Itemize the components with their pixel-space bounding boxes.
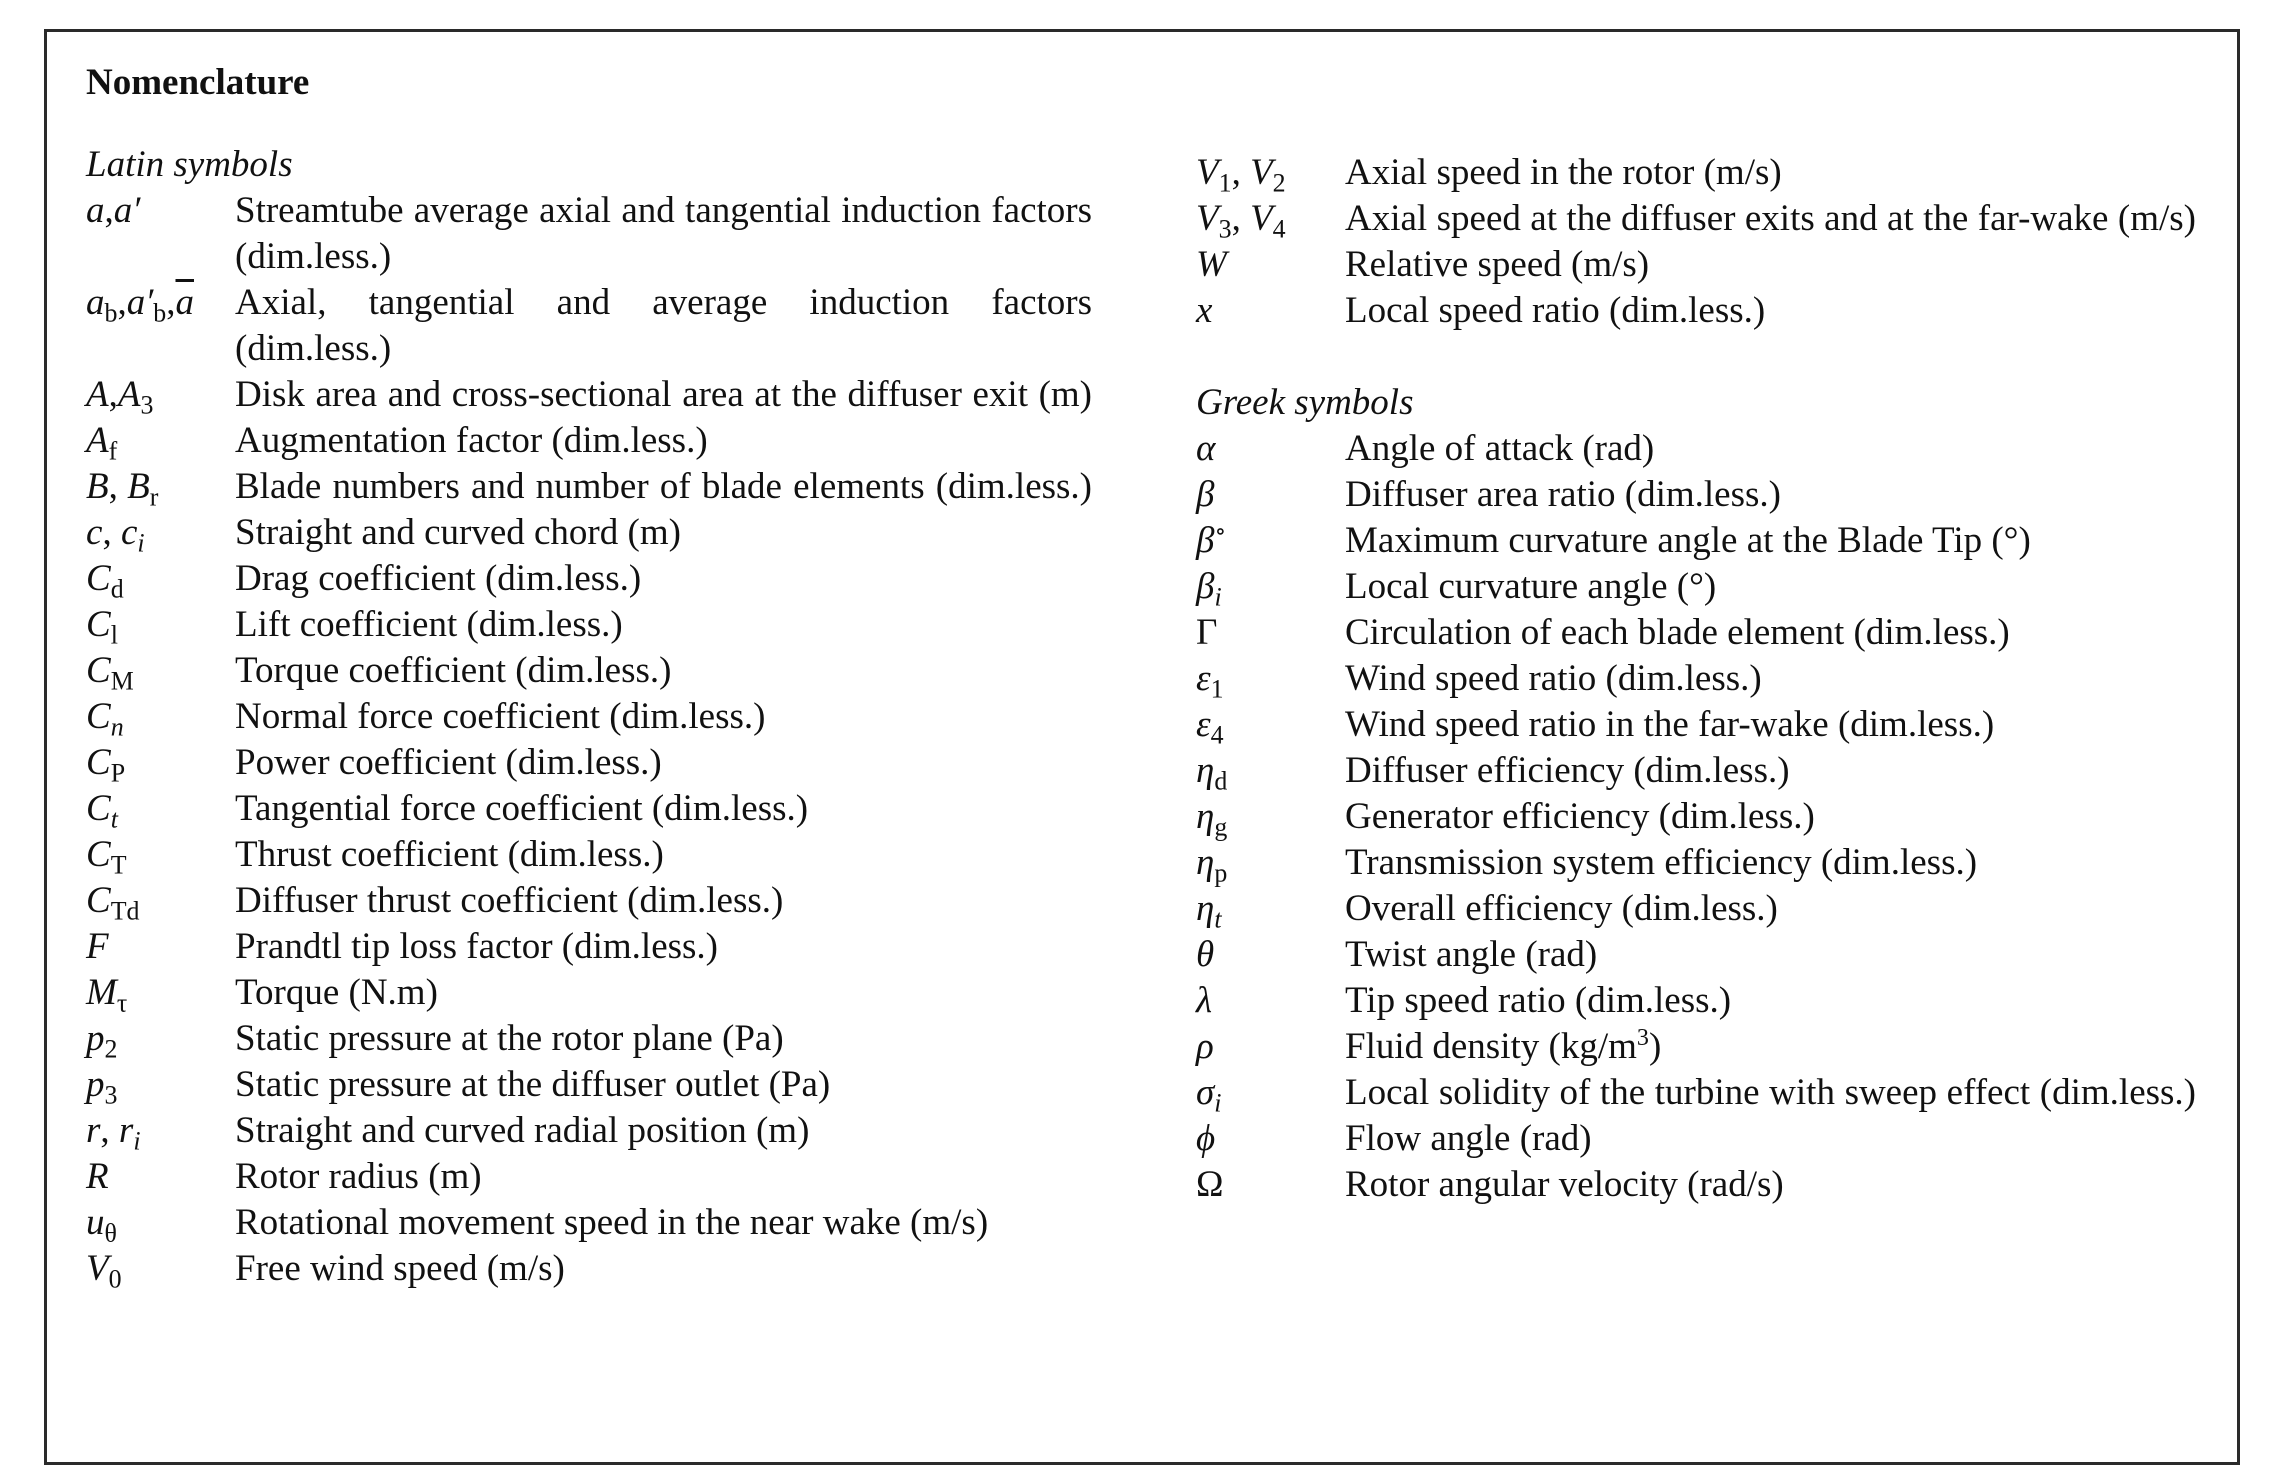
entry-rho [1196,1024,2196,1070]
entry-utheta [86,1200,1092,1246]
description: Local speed ratio (dim.less.) [1345,290,1766,331]
description: Torque coefficient (dim.less.) [235,650,672,691]
symbol: α [1196,428,1216,469]
latin-heading: Latin symbols [86,144,293,185]
description: Wind speed ratio in the far-wake (dim.less.) [1345,704,1995,745]
symbol: x [1196,290,1213,331]
symbol: $V_0$ [86,1248,122,1294]
description: Straight and curved chord (m) [235,512,681,553]
symbol: Γ [1196,612,1218,653]
description: Fluid density $(kg/m^3)$ [1345,1024,1662,1067]
entry-Omega [1196,1162,2196,1208]
description: Tip speed ratio (dim.less.) [1345,980,1732,1021]
entry-alpha [1196,426,2196,472]
description: Free wind speed (m/s) [235,1248,565,1289]
symbol: $a_b,a'_b,\overline{a}$ [86,282,194,328]
entry-V3-V4 [1196,196,2196,242]
right-column [1196,150,2196,1208]
entry-ab [86,280,1092,372]
entry-x [1196,288,2196,334]
description: Rotor radius (m) [235,1156,482,1197]
entry-V1-V2 [1196,150,2196,196]
symbol: $u_\theta$ [86,1202,117,1248]
description: Streamtube average axial and tangential induction factors (dim.less.) [235,190,1092,277]
entry-sigma-i [1196,1070,2196,1116]
symbol: $C_{Td}$ [86,880,140,926]
entry-eta-t [1196,886,2196,932]
description: Flow angle (rad) [1345,1118,1592,1159]
description: Blade numbers and number of blade elements (dim.less.) [235,466,1092,507]
description: Static pressure at the rotor plane (Pa) [235,1018,784,1059]
symbol: c, $c_i$ [86,512,145,558]
symbol: $V_1$, $V_2$ [1196,152,1286,198]
description: Twist angle (rad) [1345,934,1598,975]
entry-p2 [86,1016,1092,1062]
description: Drag coefficient (dim.less.) [235,558,642,599]
description: Augmentation factor (dim.less.) [235,420,708,461]
description: Generator efficiency (dim.less.) [1345,796,1815,837]
symbol: $p_3$ [86,1064,118,1110]
greek-heading: Greek symbols [1196,382,1414,423]
symbol: $\varepsilon_1$ [1196,658,1224,704]
spacer [1196,334,2196,380]
entry-CTd [86,878,1092,924]
symbol: W [1196,244,1227,285]
entry-c-ci [86,510,1092,556]
symbol: $C_t$ [86,788,118,834]
entry-CM [86,648,1092,694]
symbol: $\varepsilon_4$ [1196,704,1224,750]
symbol: $p_2$ [86,1018,118,1064]
symbol: $C_M$ [86,650,134,696]
entry-theta [1196,932,2196,978]
symbol: F [86,926,109,967]
entry-a-aprime [86,188,1092,280]
entry-Af [86,418,1092,464]
symbol: a,a′ [86,190,141,231]
entry-phi [1196,1116,2196,1162]
description: Local solidity of the turbine with sweep effect (dim.less.) [1345,1072,2196,1113]
description: Tangential force coefficient (dim.less.) [235,788,809,829]
symbol: r, $r_i$ [86,1110,141,1156]
section-title: Nomenclature [86,62,310,103]
description: Transmission system efficiency (dim.less.) [1345,842,1978,883]
symbol: B, $B_r$ [86,466,159,512]
symbol: $\eta_g$ [1196,796,1228,842]
description: Diffuser area ratio (dim.less.) [1345,474,1781,515]
entry-CP [86,740,1092,786]
symbol: $C_T$ [86,834,127,880]
symbol: $\sigma_i$ [1196,1072,1222,1118]
description: Relative speed (m/s) [1345,244,1650,285]
description: Static pressure at the diffuser outlet (Pa) [235,1064,831,1105]
symbol: $C_n$ [86,696,124,742]
description: Diffuser efficiency (dim.less.) [1345,750,1790,791]
description: Wind speed ratio (dim.less.) [1345,658,1762,699]
symbol: $A,A_3$ [86,374,154,420]
entry-A-A3 [86,372,1092,418]
entry-Mtau [86,970,1092,1016]
entry-F [86,924,1092,970]
entry-W [1196,242,2196,288]
entry-eta-p [1196,840,2196,886]
description: Circulation of each blade element (dim.less.) [1345,612,2010,653]
entry-CT [86,832,1092,878]
description: Normal force coefficient (dim.less.) [235,696,766,737]
symbol: $\eta_p$ [1196,842,1228,888]
entry-V0 [86,1246,1092,1292]
entry-beta-i [1196,564,2196,610]
description: Angle of attack (rad) [1345,428,1655,469]
description: Overall efficiency (dim.less.) [1345,888,1778,929]
symbol: R [86,1156,109,1197]
entry-Gamma [1196,610,2196,656]
symbol: $C_P$ [86,742,126,788]
description: Rotor angular velocity (rad/s) [1345,1164,1784,1205]
description: Local curvature angle (°) [1345,566,1717,607]
entry-Cd [86,556,1092,602]
symbol: λ [1196,980,1213,1021]
description: Diffuser thrust coefficient (dim.less.) [235,880,784,921]
entry-eta-g [1196,794,2196,840]
description: Rotational movement speed in the near wake (m/s) [235,1202,989,1243]
description: Axial speed in the rotor (m/s) [1345,152,1782,193]
entry-eps4 [1196,702,2196,748]
entry-lambda [1196,978,2196,1024]
symbol: Ω [1196,1164,1224,1205]
entry-Ct [86,786,1092,832]
entry-beta [1196,472,2196,518]
entry-beta-deg [1196,518,2196,564]
symbol: β [1196,474,1215,515]
left-column [86,142,1092,1292]
description: Power coefficient (dim.less.) [235,742,662,783]
entry-p3 [86,1062,1092,1108]
symbol: $M_\tau$ [86,972,128,1018]
entry-r-ri [86,1108,1092,1154]
symbol: $C_d$ [86,558,124,604]
entry-Cn [86,694,1092,740]
symbol: $\eta_t$ [1196,888,1222,934]
symbol: $A_f$ [86,420,118,466]
entry-Cl [86,602,1092,648]
description: Maximum curvature angle at the Blade Tip (°) [1345,520,2031,561]
symbol: $\beta_i$ [1196,566,1222,612]
description: Lift coefficient (dim.less.) [235,604,623,645]
entry-R [86,1154,1092,1200]
description: Thrust coefficient (dim.less.) [235,834,664,875]
symbol: θ [1196,934,1215,975]
entry-eta-d [1196,748,2196,794]
symbol: ϕ [1196,1118,1216,1159]
symbol: $C_l$ [86,604,118,650]
description: Axial speed at the diffuser exits and at the far-wake (m/s) [1345,198,2196,239]
description: Torque (N.m) [235,972,438,1013]
symbol: $\eta_d$ [1196,750,1228,796]
description: Axial, tangential and average induction factors (dim.less.) [235,282,1092,369]
symbol: $V_3$, $V_4$ [1196,198,1286,244]
symbol: β∘ [1196,518,1227,561]
entry-eps1 [1196,656,2196,702]
description: Disk area and cross-sectional area at the diffuser exit (m) [235,374,1092,415]
symbol: ρ [1196,1026,1214,1067]
description: Prandtl tip loss factor (dim.less.) [235,926,718,967]
description: Straight and curved radial position (m) [235,1110,810,1151]
entry-B-Br [86,464,1092,510]
